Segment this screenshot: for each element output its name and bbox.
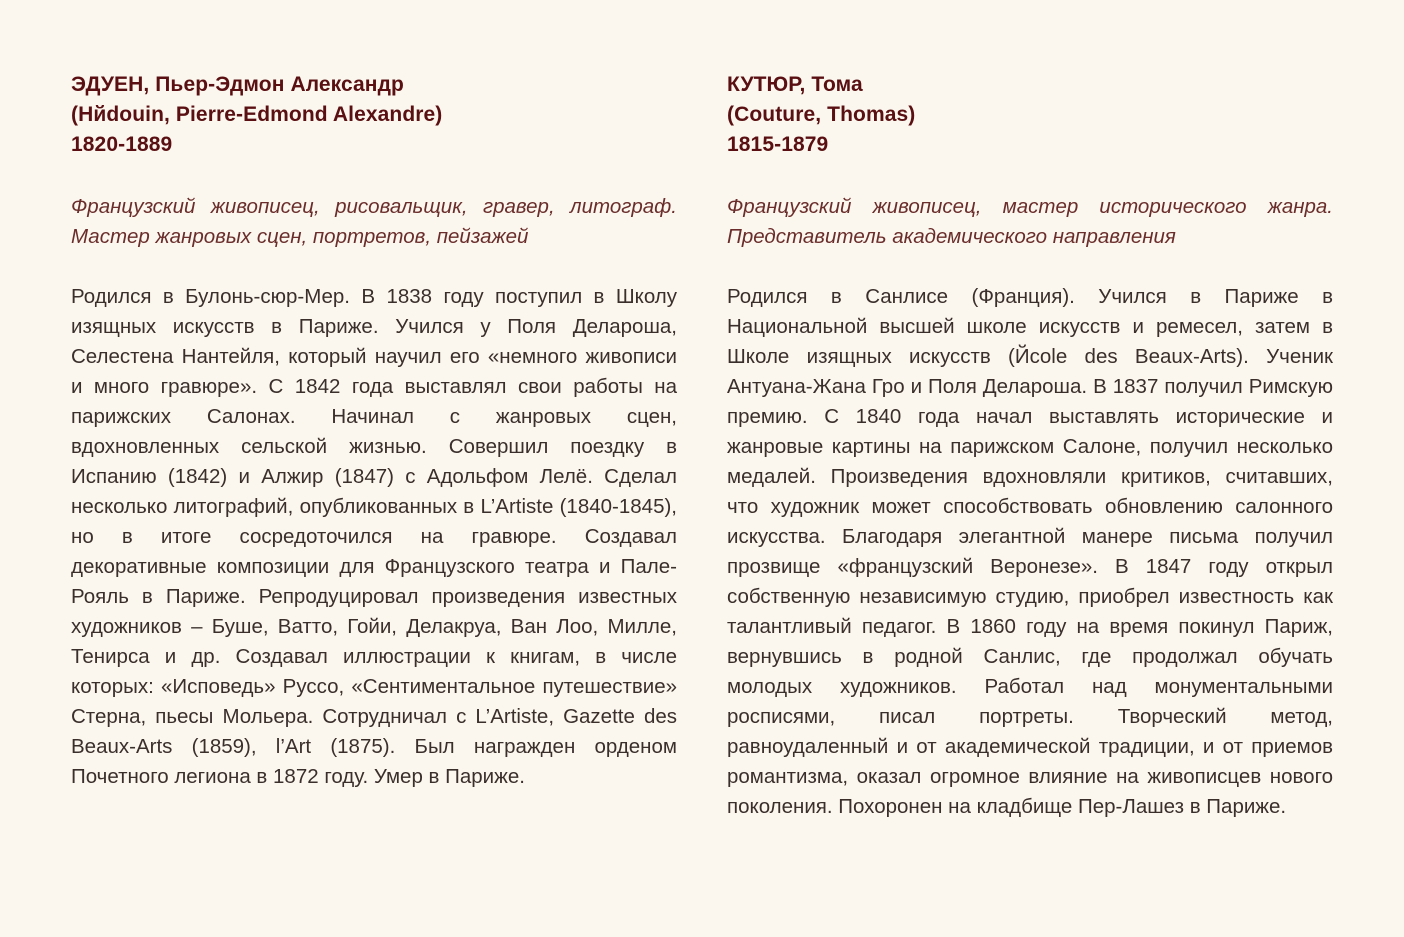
artist-heading — [71, 70, 677, 160]
artist-name-ru: КУТЮР, Тома — [727, 73, 863, 96]
artist-life-years: 1815-1879 — [727, 133, 829, 156]
artist-name-original: (Hйdouin, Pierre-Edmond Alexandre) — [71, 103, 443, 126]
artist-biography: Родился в Булонь-сюр-Мер. В 1838 году поступил в Школу изящных искусств в Париже. Учился у Поля Делароша, Селестена Нантейля, который научил его «немного живописи и много гравюре». С 1842 года выставлял свои работы на парижских Салонах. Начинал с жанровых сцен, вдохновленных сельской жизнью. Совершил поездку в Испанию (1842) и Алжир (1847) с Адольфом Лелё. Сделал несколько литографий, опубликованных в L’Artiste (1840-1845), но в итоге сосредоточился на гравюре. Создавал декоративные композиции для Французского театра и Пале-Рояль в Париже. Репродуцировал произведения известных художников – Буше, Ватто, Гойи, Делакруа, Ван Лоо, Милле, Тенирса и др. Создавал иллюстрации к книгам, в числе которых: «Исповедь» Руссо, «Сентиментальное путешествие» Стерна, пьесы Мольера. Сотрудничал с L’Artiste, Gazette des Beaux-Arts (1859), l’Art (1875). Был награжден орденом Почетного легиона в 1872 году. Умер в Париже. — [71, 285, 677, 788]
artist-name-original: (Couture, Thomas) — [727, 103, 916, 126]
artist-column-couture — [727, 70, 1333, 822]
artist-description: Французский живописец, рисовальщик, гравер, литограф. Мастер жанровых сцен, портретов, пейзажей — [71, 195, 677, 248]
artist-heading — [727, 70, 1333, 160]
artist-description: Французский живописец, мастер исторического жанра. Представитель академического направления — [727, 195, 1333, 248]
artist-biography: Родился в Санлисе (Франция). Учился в Париже в Национальной высшей школе искусств и ремесел, затем в Школе изящных искусств (Йcole des Beaux-Arts). Ученик Антуана-Жана Гро и Поля Делароша. В 1837 получил Римскую премию. С 1840 года начал выставлять исторические и жанровые картины на парижском Салоне, получил несколько медалей. Произведения вдохновляли критиков, считавших, что художник может способствовать обновлению салонного искусства. Благодаря элегантной манере письма получил прозвище «французский Веронезе». В 1847 году открыл собственную независимую студию, приобрел известность как талантливый педагог. В 1860 году на время покинул Париж, вернувшись в родной Санлис, где продолжал обучать молодых художников. Работал над монументальными росписями, писал портреты. Творческий метод, равноудаленный и от академической традиции, и от приемов романтизма, оказал огромное влияние на живописцев нового поколения. Похоронен на кладбище Пер-Лашез в Париже. — [727, 285, 1333, 818]
artist-name-ru: ЭДУЕН, Пьер-Эдмон Александр — [71, 73, 404, 96]
artist-life-years: 1820-1889 — [71, 133, 173, 156]
artist-column-hedouin — [71, 70, 677, 792]
